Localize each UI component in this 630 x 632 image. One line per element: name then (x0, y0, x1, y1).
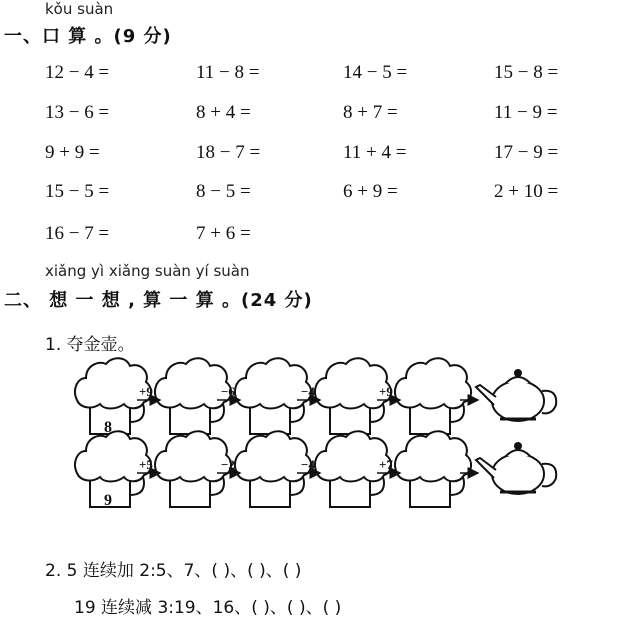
section1-title: 一、口 算 。(9 分) (4, 26, 172, 47)
question1-label: 1. 夺金壶。 (45, 335, 135, 355)
question2-line1: 2. 5 连续加 2:5、7、( )、( )、( ) (45, 561, 302, 581)
mug-5 (395, 358, 471, 434)
mug-8 (235, 431, 311, 507)
row1-op-1: +9 (139, 384, 153, 399)
math-problem: 9 + 9 = (45, 142, 100, 163)
row1-start-number: 8 (104, 419, 112, 436)
math-problem: 12 − 4 = (45, 62, 110, 83)
section1-pinyin: kǒu suàn (45, 0, 114, 18)
math-problem: 11 − 9 = (494, 102, 558, 123)
mug-7 (155, 431, 231, 507)
math-problem: 15 − 8 = (494, 62, 559, 83)
math-problem: 2 + 10 = (494, 181, 559, 202)
section2-title: 二、 想 一 想 , 算 一 算 。(24 分) (4, 290, 313, 311)
row1-op-4: +9 (379, 384, 393, 399)
mug-3 (235, 358, 311, 434)
mug-10 (395, 431, 471, 507)
row2-op-4: +7 (379, 457, 393, 472)
math-problem: 7 + 6 = (196, 223, 251, 244)
math-problem: 17 − 9 = (494, 142, 559, 163)
mug-2 (155, 358, 231, 434)
row1-op-2: −6 (221, 384, 235, 399)
section2-pinyin: xiǎng yì xiǎng suàn yí suàn (45, 262, 250, 280)
math-problem: 8 + 4 = (196, 102, 251, 123)
question2-line2: 19 连续减 3:19、16、( )、( )、( ) (74, 598, 342, 618)
row2-op-3: −4 (301, 457, 315, 472)
row2-op-1: +5 (139, 457, 153, 472)
math-problem: 8 + 7 = (343, 102, 398, 123)
math-problem: 18 − 7 = (196, 142, 261, 163)
teapot-1 (476, 369, 556, 421)
golden-teapot-diagram (0, 355, 630, 515)
math-problem: 14 − 5 = (343, 62, 408, 83)
row2-op-2: −2 (221, 457, 235, 472)
math-problem: 15 − 5 = (45, 181, 110, 202)
row1-op-3: −4 (301, 384, 315, 399)
row2-start-number: 9 (104, 492, 112, 509)
math-problem: 13 − 6 = (45, 102, 110, 123)
teapot-2 (476, 442, 556, 494)
math-problem: 16 − 7 = (45, 223, 110, 244)
math-problem: 8 − 5 = (196, 181, 251, 202)
math-problem: 6 + 9 = (343, 181, 398, 202)
math-problem: 11 − 8 = (196, 62, 260, 83)
math-problem: 11 + 4 = (343, 142, 407, 163)
